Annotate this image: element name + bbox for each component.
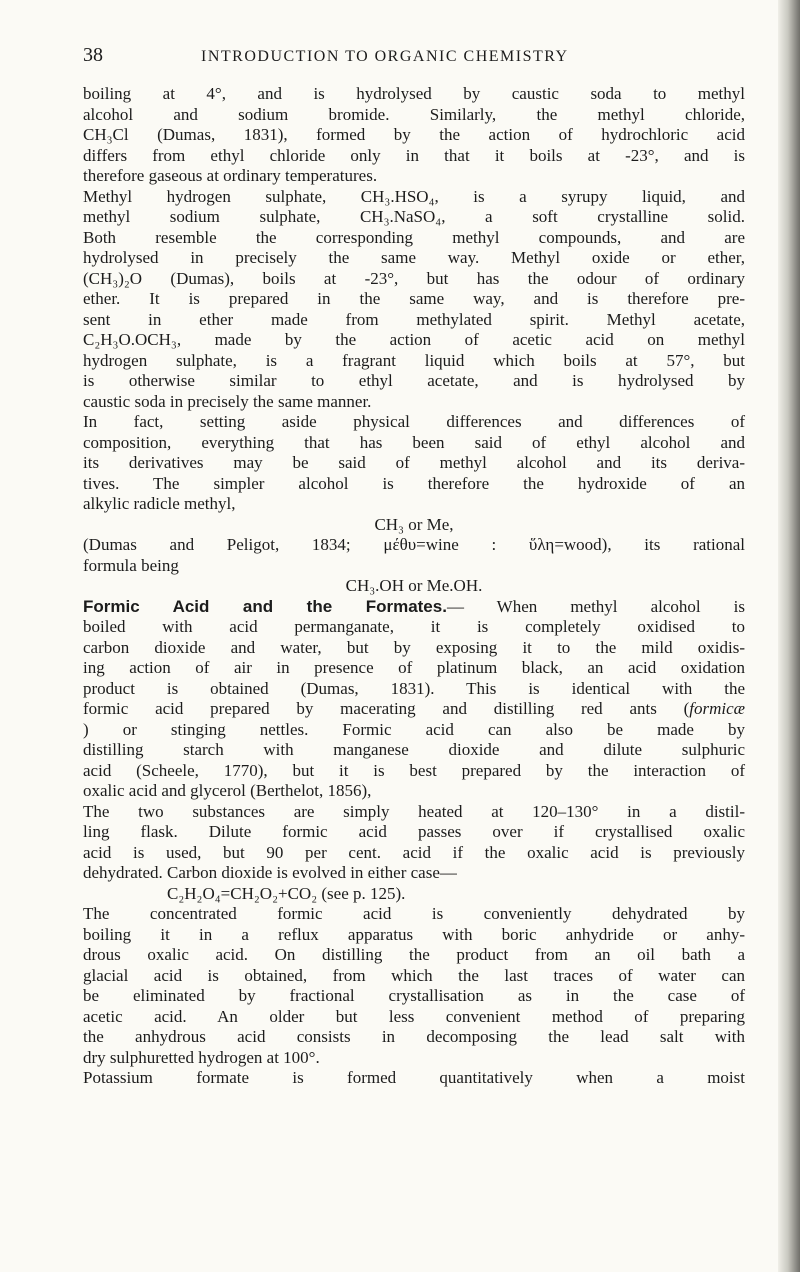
- text-line: formula being: [83, 555, 179, 575]
- text-line: alkylic radicle methyl,: [83, 494, 236, 513]
- text-line: methyl sodium sulphate, CH₃.NaSO₄, a soft crystalline solid.: [83, 207, 745, 226]
- page-header: [83, 44, 748, 70]
- text-line: product is obtained (Dumas, 1831). This is identical with the: [83, 678, 745, 698]
- text-line: boiling at 4°, and is hydrolysed by caustic soda to methyl: [83, 84, 745, 103]
- text-line: [83, 699, 745, 720]
- text-line: CH₃Cl (Dumas, 1831), formed by the action of hydrochloric acid: [83, 125, 745, 144]
- text-line: Both resemble the corresponding methyl compounds, and are: [83, 227, 745, 247]
- text-fragment: — When methyl alcohol is: [446, 596, 745, 616]
- formula-equation: C₂H₂O₄=CH₂O₂+CO₂ (see p. 125).: [167, 883, 406, 903]
- heading-line: [83, 597, 745, 618]
- formula-methyl: CH₃ or Me,: [374, 514, 454, 534]
- text-line: carbon dioxide and water, but by exposing it to the mild oxidis-: [83, 637, 745, 657]
- text-line: The two substances are simply heated at 120–130° in a distil-: [83, 801, 745, 821]
- text-line: (CH₃)₂O (Dumas), boils at -23°, but has the odour of ordinary: [83, 268, 745, 288]
- page-edge-shadow: [778, 0, 800, 1272]
- text-line: (Dumas and Peligot, 1834; μέθυ=wine : ὕλη=wood), its rational: [83, 535, 745, 554]
- text-line: hydrogen sulphate, is a fragrant liquid which boils at 57°, but: [83, 350, 745, 370]
- text-fragment: formic acid prepared by macerating and distilling red ants (: [83, 699, 690, 718]
- text-line: therefore gaseous at ordinary temperatures.: [83, 166, 378, 185]
- section-heading-formic-acid: Formic Acid and the Formates.: [83, 596, 447, 616]
- italic-term: formicæ: [689, 699, 745, 718]
- text-line: acetic acid. An older but less convenient method of preparing: [83, 1006, 745, 1026]
- text-line: dehydrated. Carbon dioxide is evolved in either case—: [83, 863, 457, 882]
- text-line: be eliminated by fractional crystallisation as in the case of: [83, 986, 745, 1005]
- text-line: ling flask. Dilute formic acid passes over if crystallised oxalic: [83, 822, 745, 841]
- text-line: differs from ethyl chloride only in that it boils at -23°, and is: [83, 145, 745, 165]
- text-line: tives. The simpler alcohol is therefore the hydroxide of an: [83, 473, 745, 493]
- text-line: the anhydrous acid consists in decomposing the lead salt with: [83, 1027, 745, 1046]
- text-line: The concentrated formic acid is conveniently dehydrated by: [83, 904, 745, 923]
- text-line: oxalic acid and glycerol (Berthelot, 1856),: [83, 781, 372, 800]
- running-title: INTRODUCTION TO ORGANIC CHEMISTRY: [201, 48, 569, 65]
- page-number: 38: [83, 44, 103, 66]
- text-line: boiling it in a reflux apparatus with boric anhydride or anhy-: [83, 924, 745, 944]
- text-line: is otherwise similar to ethyl acetate, and is hydrolysed by: [83, 371, 745, 390]
- text-line: ether. It is prepared in the same way, and is therefore pre-: [83, 289, 745, 308]
- text-line: glacial acid is obtained, from which the last traces of water can: [83, 965, 745, 985]
- text-line: caustic soda in precisely the same manner.: [83, 391, 372, 411]
- text-line: drous oxalic acid. On distilling the product from an oil bath a: [83, 945, 745, 964]
- text-line: composition, everything that has been said of ethyl alcohol and: [83, 432, 745, 452]
- formula-methyl-alcohol: CH₃.OH or Me.OH.: [345, 576, 483, 595]
- text-line: boiled with acid permanganate, it is completely oxidised to: [83, 617, 745, 636]
- text-line: C₂H₃O.OCH₃, made by the action of acetic acid on methyl: [83, 330, 745, 349]
- text-line: ing action of air in presence of platinum black, an acid oxidation: [83, 658, 745, 677]
- text-line: Potassium formate is formed quantitatively when a moist: [83, 1068, 745, 1087]
- text-line: acid (Scheele, 1770), but it is best prepared by the interaction of: [83, 760, 745, 780]
- text-line: acid is used, but 90 per cent. acid if the oxalic acid is previously: [83, 842, 745, 862]
- text-line: In fact, setting aside physical differences and differences of: [83, 412, 745, 431]
- text-line: dry sulphuretted hydrogen at 100°.: [83, 1047, 320, 1067]
- text-line: hydrolysed in precisely the same way. Methyl oxide or ether,: [83, 248, 745, 267]
- text-line: distilling starch with manganese dioxide and dilute sulphuric: [83, 740, 745, 759]
- text-line: Methyl hydrogen sulphate, CH₃.HSO₄, is a syrupy liquid, and: [83, 186, 745, 206]
- text-line: ) or stinging nettles. Formic acid can also be made by: [83, 719, 745, 739]
- text-line: alcohol and sodium bromide. Similarly, the methyl chloride,: [83, 104, 745, 124]
- body-text: [83, 84, 745, 1089]
- text-line: sent in ether made from methylated spirit. Methyl acetate,: [83, 309, 745, 329]
- text-line: its derivatives may be said of methyl alcohol and its deriva-: [83, 453, 745, 472]
